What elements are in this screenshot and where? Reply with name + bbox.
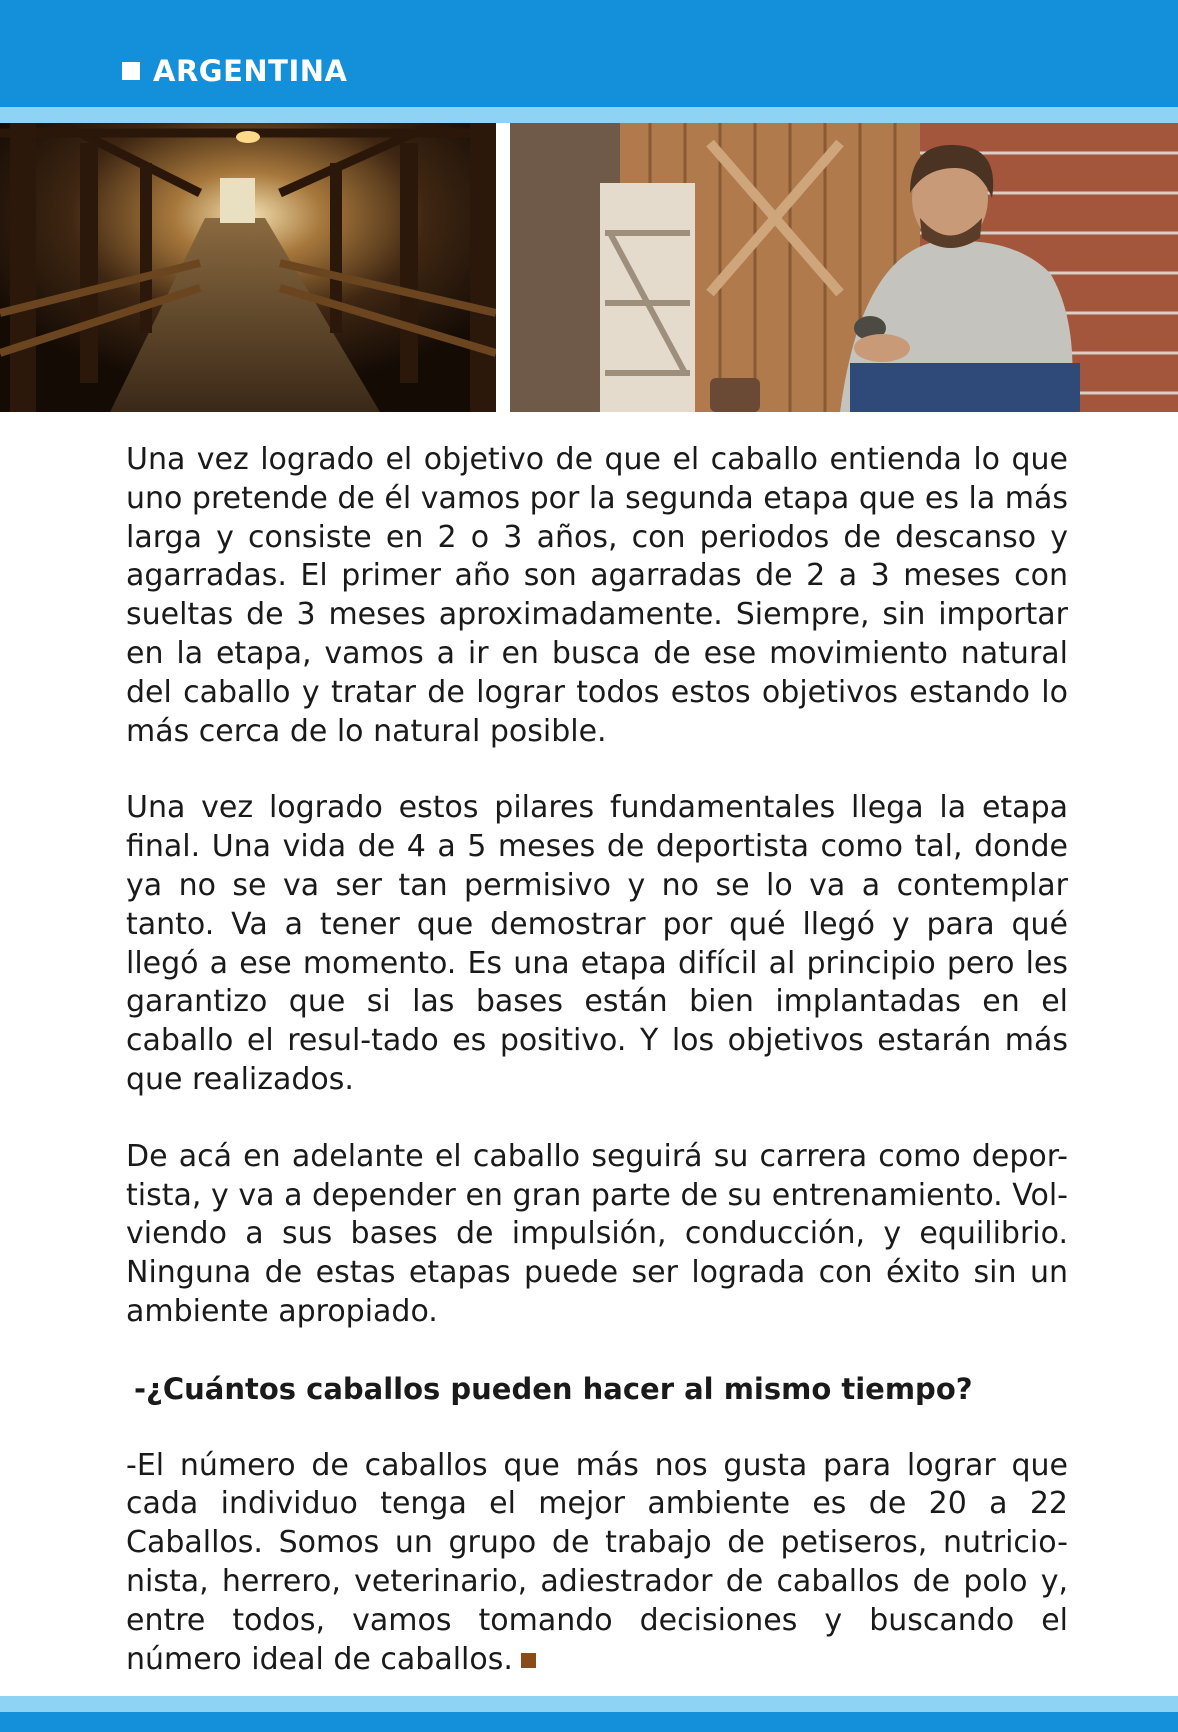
article-body [126,441,1068,1717]
interview-answer [126,1447,1068,1680]
footer-stripe [0,1696,1178,1712]
end-of-article-square-icon [521,1653,536,1668]
article-paragraph: Una vez logrado estos pilares fundamentales llega la etapa final. Una vida de 4 a 5 meses de deportista como tal, donde ya no se va ser tan permisivo y no se lo va a contemplar tanto. Va a tener que demostrar por qué llegó y para qué llegó a ese momento. Es una etapa difícil al principio pero les garantizo que si las bases están bien implantadas en el caballo el resul-tado es positivo. Y los objetivos estarán más que realizados. [126,790,1068,1097]
section-label: ARGENTINA [153,54,348,88]
stable-aisle-photo [0,123,496,412]
interview-question: -¿Cuántos caballos pueden hacer al mismo tiempo? [134,1371,973,1406]
footer-bar [0,1712,1178,1732]
section-square-icon [122,62,140,80]
article-paragraph: Una vez logrado el objetivo de que el caballo entienda lo que uno pretende de él vamos por la segunda etapa que es la más larga y consiste en 2 o 3 años, con periodos de descanso y agarradas. El primer año son agarradas de 2 a 3 meses con sueltas de 3 meses aproximadamente. Siempre, sin importar en la etapa, vamos a ir en busca de ese movimiento natural del caballo y tratar de lograr todos estos objetivos estando lo más cerca de lo natural posible. [126,442,1068,749]
header-bar [0,0,1178,107]
header-stripe [0,107,1178,123]
interview-answer-text: -El número de caballos que más nos gusta para lograr que cada individuo tenga el mejor ambiente es de 20 a 22 Caballos. Somos un grupo de trabajo de petiseros, nutricio-nista, herrero, veterinario, adiestrador de caballos de polo y, entre todos, vamos tomando decisiones y buscando el número ideal de caballos. [126,1447,1068,1677]
article-paragraph: De acá en adelante el caballo seguirá su carrera como depor-tista, y va a depender en gran parte de su entrenamiento. Vol-viendo a sus bases de impulsión, conducción, y equilibrio. Ninguna de estas etapas puede ser lograda con éxito sin un ambiente apropiado. [126,1138,1068,1329]
man-with-mate-photo [510,123,1178,412]
